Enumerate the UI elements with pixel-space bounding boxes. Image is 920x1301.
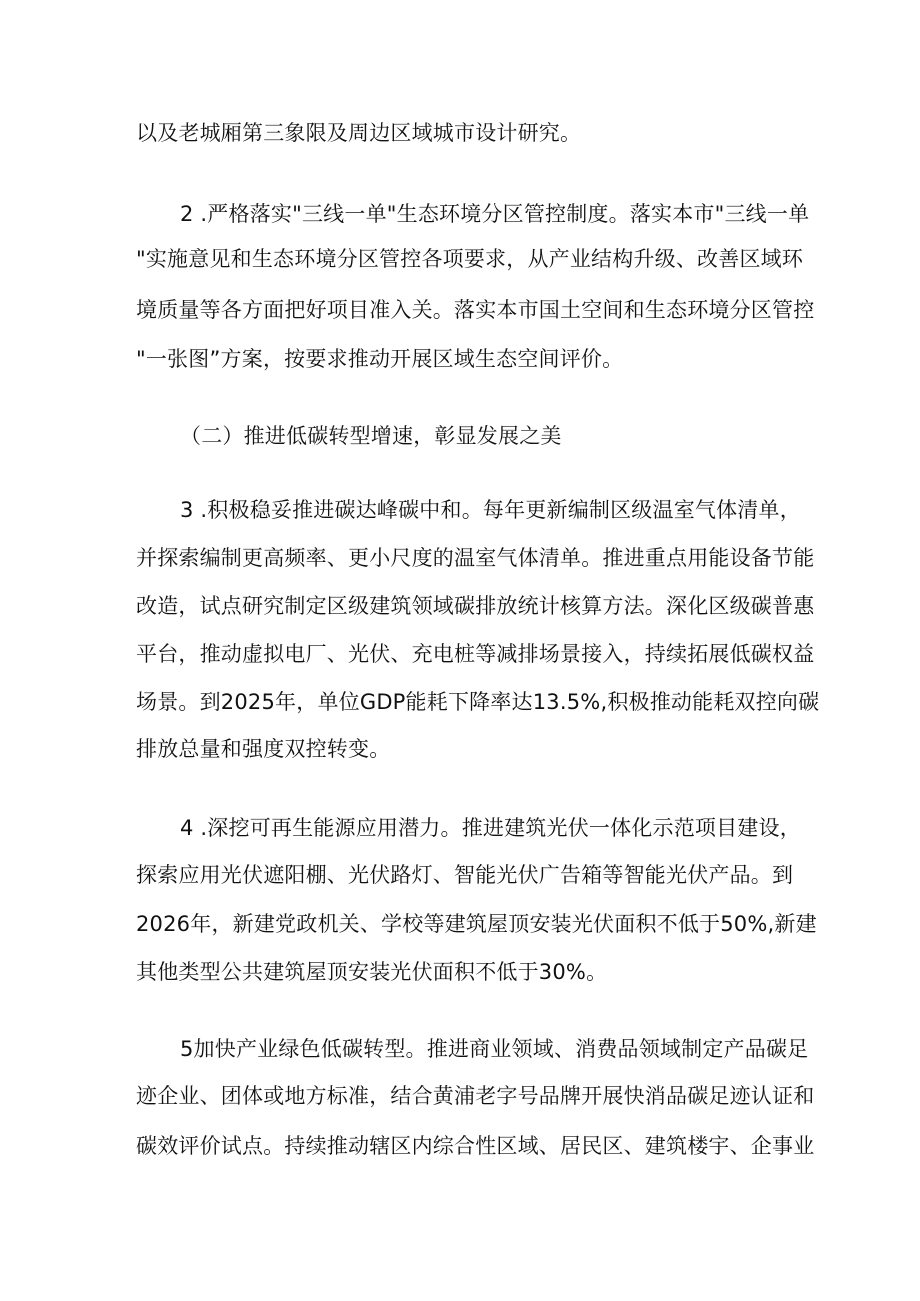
text-line: 并探索编制更高频率、更小尺度的温室气体清单。推进重点用能设备节能 — [136, 546, 815, 570]
text-line: 场景。到2025年，单位GDP能耗下降率达13.5%,积极推动能耗双控向碳 — [136, 690, 820, 714]
text-line: "实施意见和生态环境分区管控各项要求，从产业结构升级、改善区域环 — [136, 247, 804, 271]
section-heading: （二）推进低碳转型增速，彰显发展之美 — [180, 424, 562, 448]
text-line: 平台，推动虚拟电厂、光伏、充电桩等减排场景接入，持续拓展低碳权益 — [136, 642, 815, 666]
text-line: 5加快产业绿色低碳转型。推进商业领域、消费品领域制定产品碳足 — [180, 1037, 809, 1061]
text-line: 境质量等各方面把好项目准入关。落实本市国土空间和生态环境分区管控 — [136, 298, 815, 322]
text-line: 排放总量和强度双控转变。 — [136, 737, 391, 761]
text-line: 3 .积极稳妥推进碳达峰碳中和。每年更新编制区级温室气体清单， — [180, 498, 801, 522]
text-line: 迹企业、团体或地方标准，结合黄浦老字号品牌开展快消品碳足迹认证和 — [136, 1084, 815, 1108]
text-line: 2 .严格落实"三线一单"生态环境分区管控制度。落实本市"三线一单 — [180, 202, 810, 226]
text-line: 探索应用光伏遮阳棚、光伏路灯、智能光伏广告箱等智能光伏产品。到 — [136, 863, 794, 887]
text-line: 以及老城厢第三象限及周边区域城市设计研究。 — [136, 121, 582, 145]
text-line: 改造，试点研究制定区级建筑领域碳排放统计核算方法。深化区级碳普惠 — [136, 594, 815, 618]
text-line: 2026年，新建党政机关、学校等建筑屋顶安装光伏面积不低于50%,新建 — [136, 912, 817, 936]
text-line: 其他类型公共建筑屋顶安装光伏面积不低于30%。 — [136, 960, 608, 984]
text-line: 碳效评价试点。持续推动辖区内综合性区域、居民区、建筑楼宇、企事业 — [136, 1134, 815, 1158]
text-line: 4 .深挖可再生能源应用潜力。推进建筑光伏一体化示范项目建设， — [180, 816, 801, 840]
text-line: "一张图”方案，按要求推动开展区域生态空间评价。 — [136, 347, 624, 371]
